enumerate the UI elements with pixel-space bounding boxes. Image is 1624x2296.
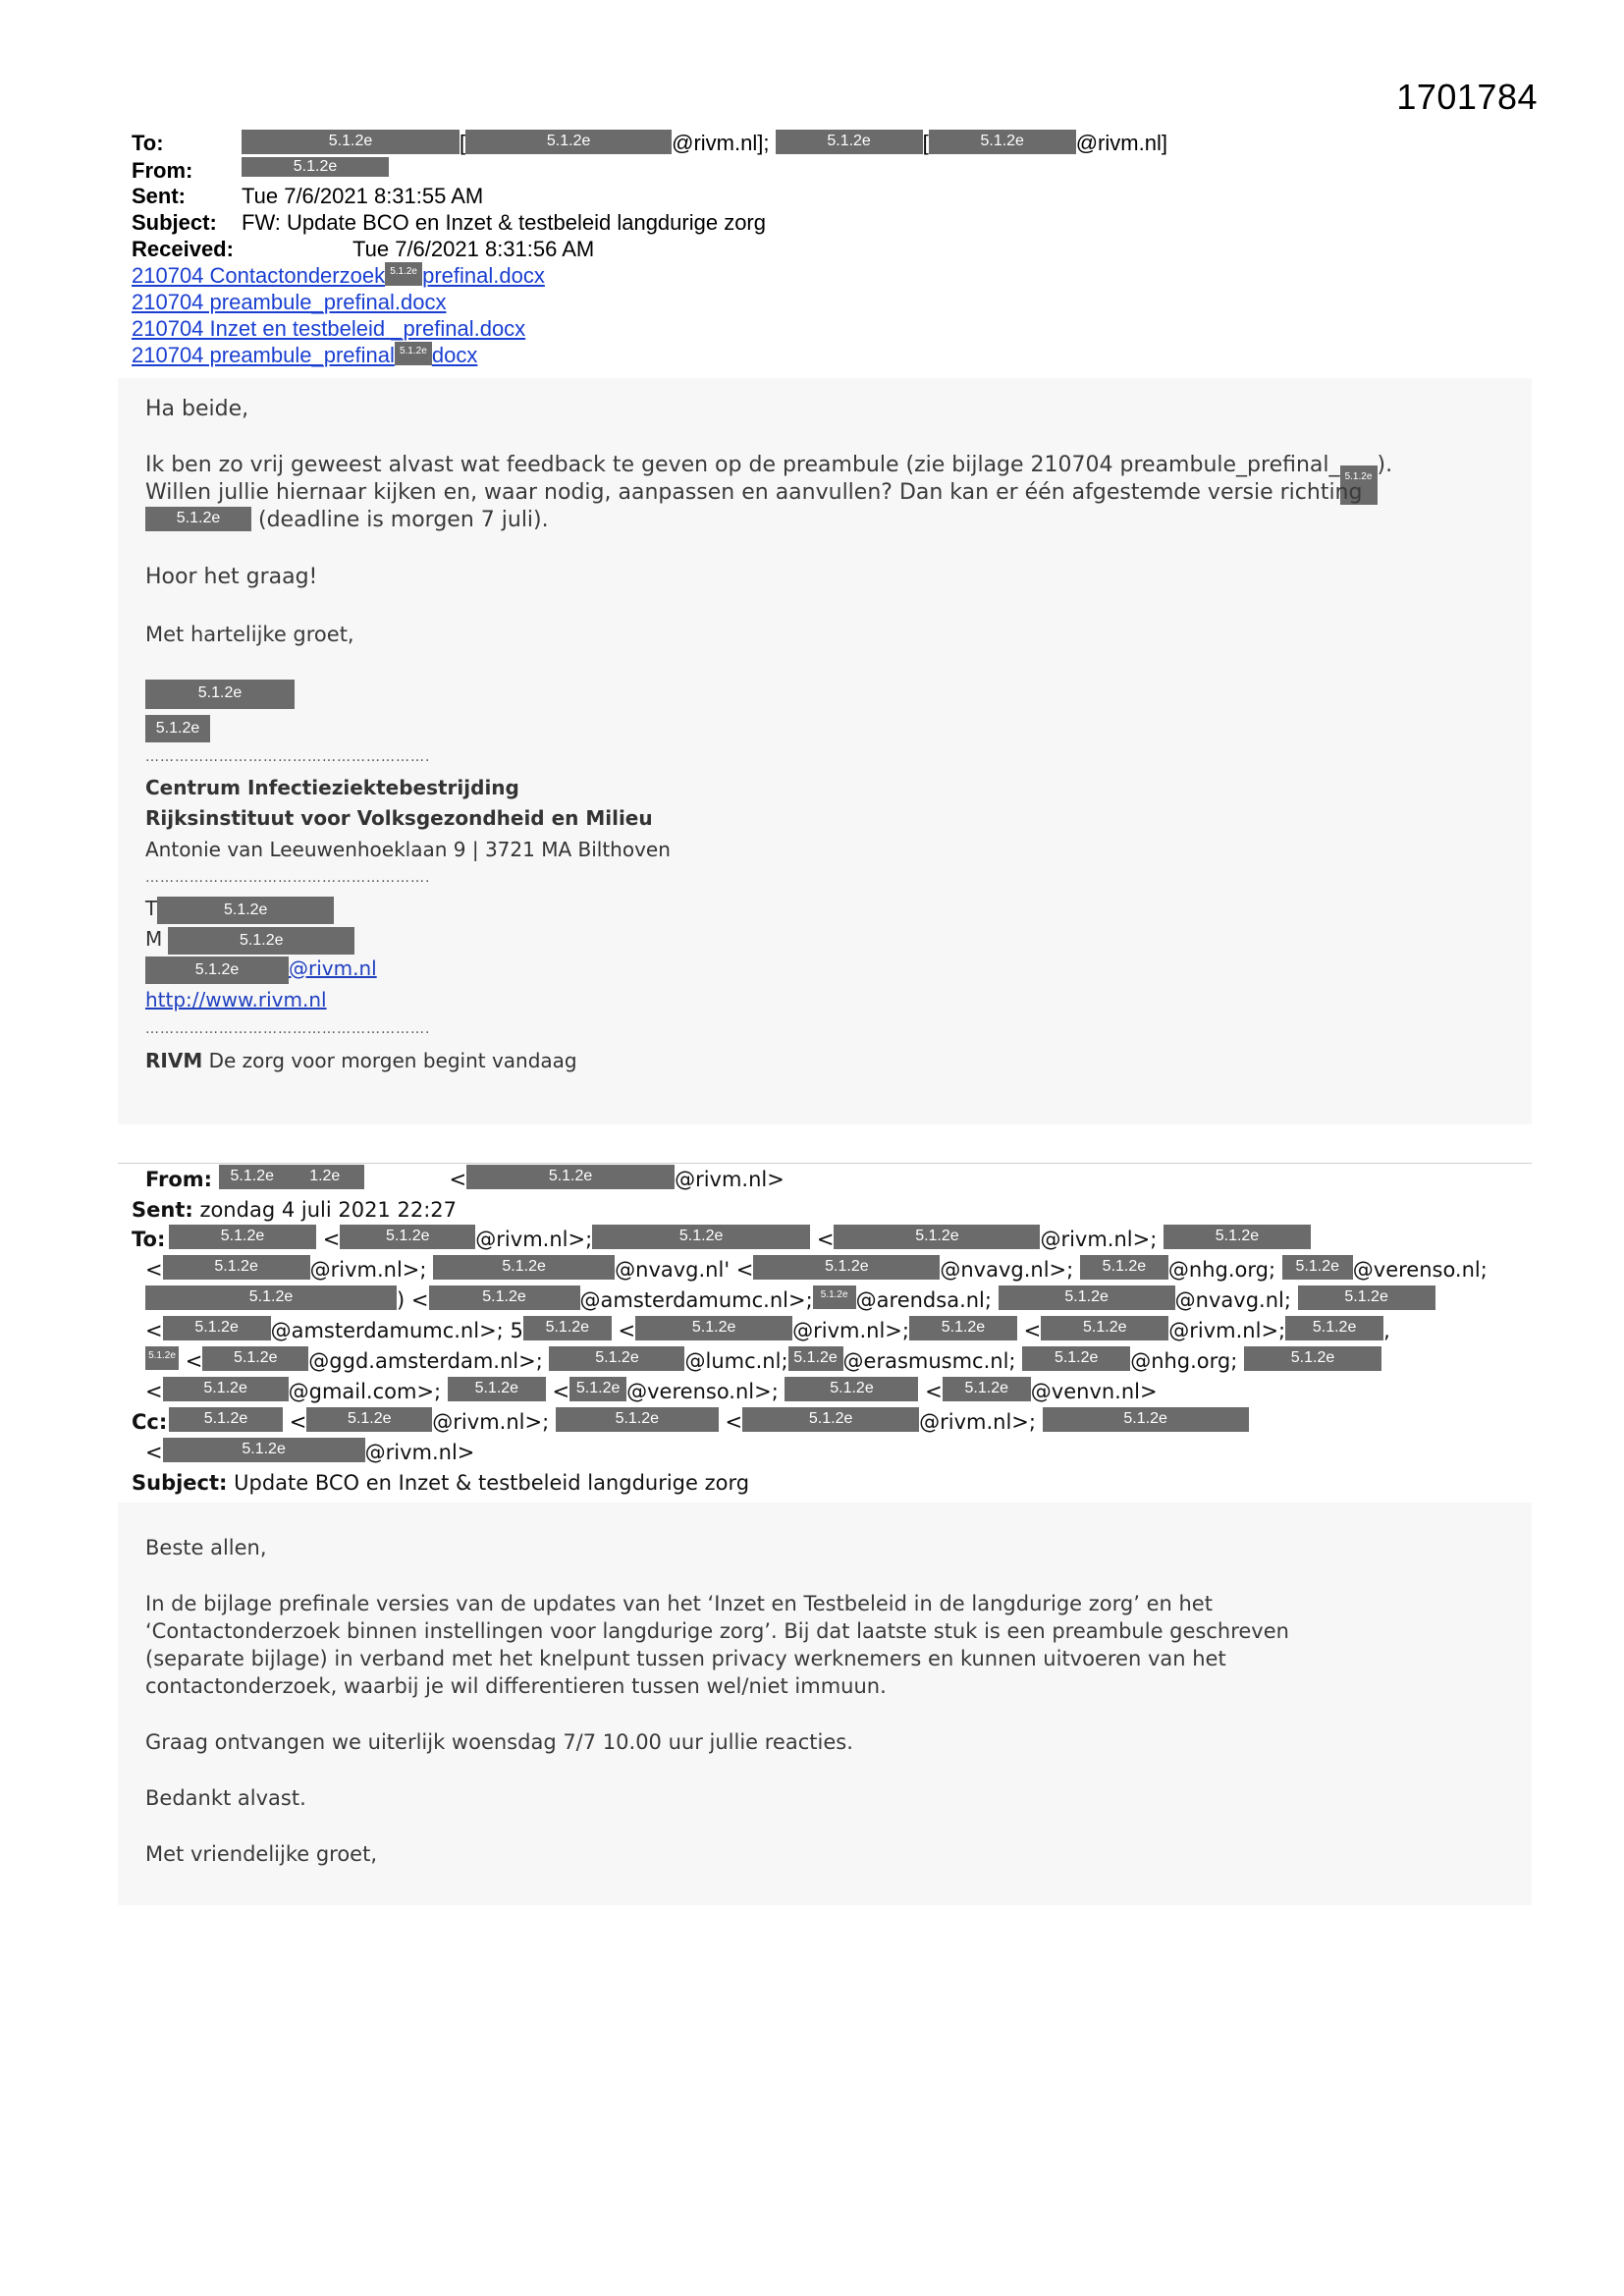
- fw-from-domain: @rivm.nl>: [675, 1168, 785, 1191]
- redaction-fragment: 5: [510, 1319, 523, 1342]
- redaction: 5.1.2e: [385, 262, 422, 286]
- divider-dots: ………………………………………………….: [145, 1021, 431, 1037]
- email-domain: @rivm.nl>;: [919, 1410, 1036, 1434]
- redaction: 5.1.2e: [395, 342, 432, 365]
- redaction: 5.1.2e: [1285, 1316, 1383, 1340]
- redaction: 5.1.2e: [549, 1346, 684, 1371]
- redaction: 5.1.2e: [1282, 1255, 1353, 1280]
- redaction: 5.1.2e: [163, 1316, 271, 1340]
- attachment-name: 210704 preambule_prefinal.docx: [132, 290, 447, 314]
- redaction: 5.1.2e: [999, 1285, 1175, 1310]
- lt: <: [925, 1380, 943, 1403]
- lt: <: [816, 1228, 835, 1251]
- text: (deadline is morgen 7 juli).: [258, 508, 549, 532]
- redaction: 5.1.2e: [1244, 1346, 1381, 1371]
- redaction: 5.1.2e: [834, 1225, 1040, 1249]
- received-line: [132, 236, 594, 262]
- lt: <: [725, 1410, 743, 1434]
- redaction: 5.1.2e: [1043, 1407, 1249, 1432]
- attachment-link-2[interactable]: [132, 289, 446, 315]
- email-domain: @nvavg.nl' <: [615, 1258, 754, 1282]
- fw-subject-label: Subject:: [132, 1471, 228, 1495]
- redaction: 5.1.2e: [556, 1407, 719, 1432]
- website-link[interactable]: http://www.rivm.nl: [145, 988, 327, 1011]
- signature-name: [145, 680, 295, 709]
- lt: <: [449, 1168, 467, 1191]
- attachment-name: 210704 Inzet en testbeleid _prefinal.docx: [132, 316, 526, 341]
- signature-address: Antonie van Leeuwenhoeklaan 9 | 3721 MA Bilthoven: [145, 838, 671, 861]
- email-domain: @amsterdamumc.nl>;: [579, 1288, 813, 1312]
- lt: <: [289, 1410, 307, 1434]
- redaction: 5.1.2e: [145, 957, 289, 984]
- fw-cc-row: [145, 1438, 474, 1468]
- redaction: 5.1.2e: [1164, 1225, 1311, 1249]
- bracket: [: [460, 131, 466, 155]
- redaction: 5.1.2e: [163, 1438, 365, 1462]
- fw-cc-label: Cc:: [132, 1410, 168, 1434]
- signature-tagline: [145, 1049, 577, 1072]
- email-domain: @verenso.nl;: [1352, 1258, 1488, 1282]
- redaction: 5.1.2e: [168, 927, 354, 955]
- redaction: 5.1.2e: [429, 1285, 580, 1310]
- paragraph-2: Hoor het graag!: [145, 565, 318, 589]
- paragraph-line: In de bijlage prefinale versies van de updates van het ‘Inzet en Testbeleid in de langdurige zorg’ en het: [145, 1592, 1213, 1615]
- redaction: 5.1.2e: [169, 1225, 316, 1249]
- attachment-suffix: prefinal.docx: [422, 263, 545, 288]
- redaction: 5.1.2e: [145, 507, 251, 531]
- greeting-2: Beste allen,: [145, 1536, 267, 1559]
- redaction: 5.1.2e: [813, 1285, 856, 1309]
- fw-cc-row: [132, 1407, 1249, 1438]
- mobile-label: M: [145, 927, 163, 951]
- redaction: 5.1.2e: [169, 1407, 283, 1432]
- lt: <: [1023, 1319, 1042, 1342]
- text: ).: [1377, 453, 1393, 477]
- redaction: 5.1.2e: [145, 1346, 179, 1370]
- redaction: 5.1.2e: [433, 1255, 615, 1280]
- greeting-1: Ha beide,: [145, 397, 249, 421]
- signature-phone: [145, 897, 334, 924]
- email-link[interactable]: @rivm.nl: [289, 957, 377, 980]
- email-domain: @nvavg.nl;: [1174, 1288, 1291, 1312]
- closing-1: Met hartelijke groet,: [145, 623, 354, 646]
- redaction: 5.1.2e: [202, 1346, 308, 1371]
- signature-mobile: [145, 927, 354, 955]
- to-label: To:: [132, 131, 164, 155]
- bracket: [: [922, 131, 929, 155]
- signature-org-1: Centrum Infectieziektebestrijding: [145, 776, 519, 799]
- sent-value: Tue 7/6/2021 8:31:55 AM: [242, 184, 484, 208]
- redaction: 5.1.2e: [242, 157, 389, 177]
- lt: <: [145, 1441, 163, 1464]
- redaction: 5.1.2e: [1298, 1285, 1435, 1310]
- lt: <: [145, 1258, 163, 1282]
- paragraph-line: ‘Contactonderzoek binnen instellingen voor langdurige zorg’. Bij dat laatste stuk is een preambule geschreven: [145, 1619, 1289, 1643]
- paragraph-2: Graag ontvangen we uiterlijk woensdag 7/7 10.00 uur jullie reacties.: [145, 1730, 853, 1754]
- redaction: 5.1.2e: [523, 1316, 612, 1340]
- redaction: 5.1.2e: [753, 1255, 940, 1280]
- email-domain: @nhg.org;: [1130, 1349, 1238, 1373]
- paragraph-line: [145, 507, 549, 534]
- subject-label: Subject:: [132, 210, 217, 235]
- lt: <: [145, 1380, 163, 1403]
- subject-line: [132, 209, 766, 236]
- fw-to-row: [132, 1225, 1311, 1255]
- redaction: 5.1.2e: [448, 1377, 546, 1401]
- attachment-link-4[interactable]: [132, 342, 477, 368]
- redaction: 5.1.2e: [1080, 1255, 1168, 1280]
- email-domain: @rivm.nl>;: [792, 1319, 909, 1342]
- fw-to-row: [145, 1316, 1390, 1346]
- sent-label: Sent:: [132, 184, 186, 208]
- divider-dots: ………………………………………………….: [145, 749, 431, 765]
- email-domain: @rivm.nl>: [364, 1441, 475, 1464]
- email-domain: @venvn.nl>: [1030, 1380, 1158, 1403]
- fw-subject-line: [132, 1468, 749, 1499]
- document-id: 1701784: [1396, 77, 1538, 117]
- fw-subject-value: Update BCO en Inzet & testbeleid langdurige zorg: [227, 1471, 750, 1495]
- attachment-suffix: docx: [431, 343, 478, 367]
- redaction: 5.1.2e: [219, 1165, 286, 1189]
- divider-dots: ………………………………………………….: [145, 870, 431, 886]
- email-domain: @erasmusmc.nl;: [842, 1349, 1016, 1373]
- lt: <: [618, 1319, 636, 1342]
- redaction: 5.1.2e: [242, 130, 460, 154]
- paragraph-3: Bedankt alvast.: [145, 1786, 306, 1810]
- signature-email: [145, 957, 377, 984]
- email-domain: @rivm.nl>;: [1040, 1228, 1158, 1251]
- attachment-name: 210704 preambule_prefinal: [132, 343, 395, 367]
- lt: <: [145, 1319, 163, 1342]
- email-domain: @rivm.nl>;: [432, 1410, 550, 1434]
- redaction: 5.1.2e: [929, 130, 1076, 154]
- fw-from-label: From:: [145, 1168, 213, 1191]
- closing-2: Met vriendelijke groet,: [145, 1842, 378, 1866]
- redaction: 5.1.2e: [465, 130, 672, 154]
- redaction: 5.1.2e: [569, 1377, 626, 1401]
- redaction: 5.1.2e: [788, 1346, 843, 1371]
- redaction: 5.1.2e: [145, 1285, 397, 1310]
- sent-line: [132, 183, 483, 209]
- redaction: 5.1.2e: [1340, 465, 1378, 505]
- rparen: ): [397, 1288, 406, 1312]
- redaction: 5.1.2e: [742, 1407, 919, 1432]
- redaction: 5.1.2e: [145, 715, 210, 742]
- lt: <: [410, 1288, 429, 1312]
- redaction: 5.1.2e: [157, 897, 334, 924]
- phone-label: T: [145, 897, 158, 920]
- redaction: 5.1.2e: [776, 130, 923, 154]
- fw-to-row: [145, 1377, 1158, 1407]
- message-divider: [118, 1163, 1532, 1164]
- comma: ,: [1383, 1319, 1390, 1342]
- fw-to-label: To:: [132, 1228, 166, 1251]
- email-domain: @nhg.org;: [1167, 1258, 1276, 1282]
- attachment-link-3[interactable]: [132, 315, 525, 342]
- signature-org-2: Rijksinstituut voor Volksgezondheid en Milieu: [145, 806, 653, 830]
- fw-sent-value: zondag 4 juli 2021 22:27: [192, 1198, 457, 1222]
- email-domain: @verenso.nl>;: [626, 1380, 779, 1403]
- redaction: 5.1.2e: [163, 1377, 289, 1401]
- to-domain: @rivm.nl];: [672, 131, 770, 155]
- email-domain: @amsterdamumc.nl>;: [270, 1319, 504, 1342]
- redaction: 5.1.2e: [466, 1165, 675, 1189]
- email-domain: @gmail.com>;: [288, 1380, 442, 1403]
- email-domain: @nvavg.nl>;: [940, 1258, 1074, 1282]
- email-domain: @lumc.nl;: [684, 1349, 788, 1373]
- email-domain: @arendsa.nl;: [855, 1288, 992, 1312]
- to-line: [132, 130, 1167, 156]
- redaction: 5.1.2e: [635, 1316, 792, 1340]
- received-value: Tue 7/6/2021 8:31:56 AM: [352, 237, 595, 261]
- redaction: 5.1.2e: [145, 680, 295, 709]
- attachment-name: 210704 Contactonderzoek: [132, 263, 386, 288]
- redaction: 5.1.2e: [592, 1225, 810, 1249]
- lt: <: [552, 1380, 570, 1403]
- fw-to-row: [145, 1346, 1381, 1377]
- redaction: 5.1.2e: [943, 1377, 1031, 1401]
- redaction: 5.1.2e: [1022, 1346, 1130, 1371]
- fw-to-row: [145, 1255, 1488, 1285]
- email-domain: @ggd.amsterdam.nl>;: [308, 1349, 543, 1373]
- from-label: From:: [132, 158, 193, 183]
- email-domain: @rivm.nl>;: [1168, 1319, 1286, 1342]
- paragraph-line: Willen jullie hiernaar kijken en, waar nodig, aanpassen en aanvullen? Dan kan er één afgestemde versie richting: [145, 480, 1363, 505]
- text: Ik ben zo vrij geweest alvast wat feedback te geven op de preambule (zie bijlage 210704 preambule_prefinal_: [145, 453, 1340, 477]
- redaction-fragment: 1.2e: [286, 1165, 364, 1189]
- fw-to-row: [145, 1285, 1435, 1316]
- email-domain: @rivm.nl>;: [475, 1228, 593, 1251]
- lt: <: [185, 1349, 203, 1373]
- fw-from-line: [145, 1165, 785, 1195]
- received-label: Received:: [132, 237, 234, 261]
- from-line: [132, 157, 389, 184]
- tagline-brand: RIVM: [145, 1049, 203, 1072]
- subject-value: FW: Update BCO en Inzet & testbeleid langdurige zorg: [242, 210, 766, 235]
- email-domain: @rivm.nl>;: [309, 1258, 427, 1282]
- redaction: 5.1.2e: [306, 1407, 432, 1432]
- redaction: 5.1.2e: [1041, 1316, 1168, 1340]
- tagline-text: De zorg voor morgen begint vandaag: [202, 1049, 577, 1072]
- attachment-link-1[interactable]: [132, 262, 545, 289]
- redaction: 5.1.2e: [340, 1225, 475, 1249]
- to-domain: @rivm.nl]: [1075, 131, 1167, 155]
- paragraph-line: contactonderzoek, waarbij je wil differentieren tussen wel/niet immuun.: [145, 1674, 887, 1698]
- redaction: 5.1.2e: [163, 1255, 310, 1280]
- fw-sent-label: Sent:: [132, 1198, 193, 1222]
- signature-title: [145, 715, 210, 742]
- redaction: 5.1.2e: [785, 1377, 918, 1401]
- paragraph-line: (separate bijlage) in verband met het knelpunt tussen privacy werknemers en kunnen uitvoeren van het: [145, 1647, 1226, 1670]
- redaction: 5.1.2e: [909, 1316, 1017, 1340]
- lt: <: [322, 1228, 341, 1251]
- fw-sent-line: [132, 1195, 457, 1226]
